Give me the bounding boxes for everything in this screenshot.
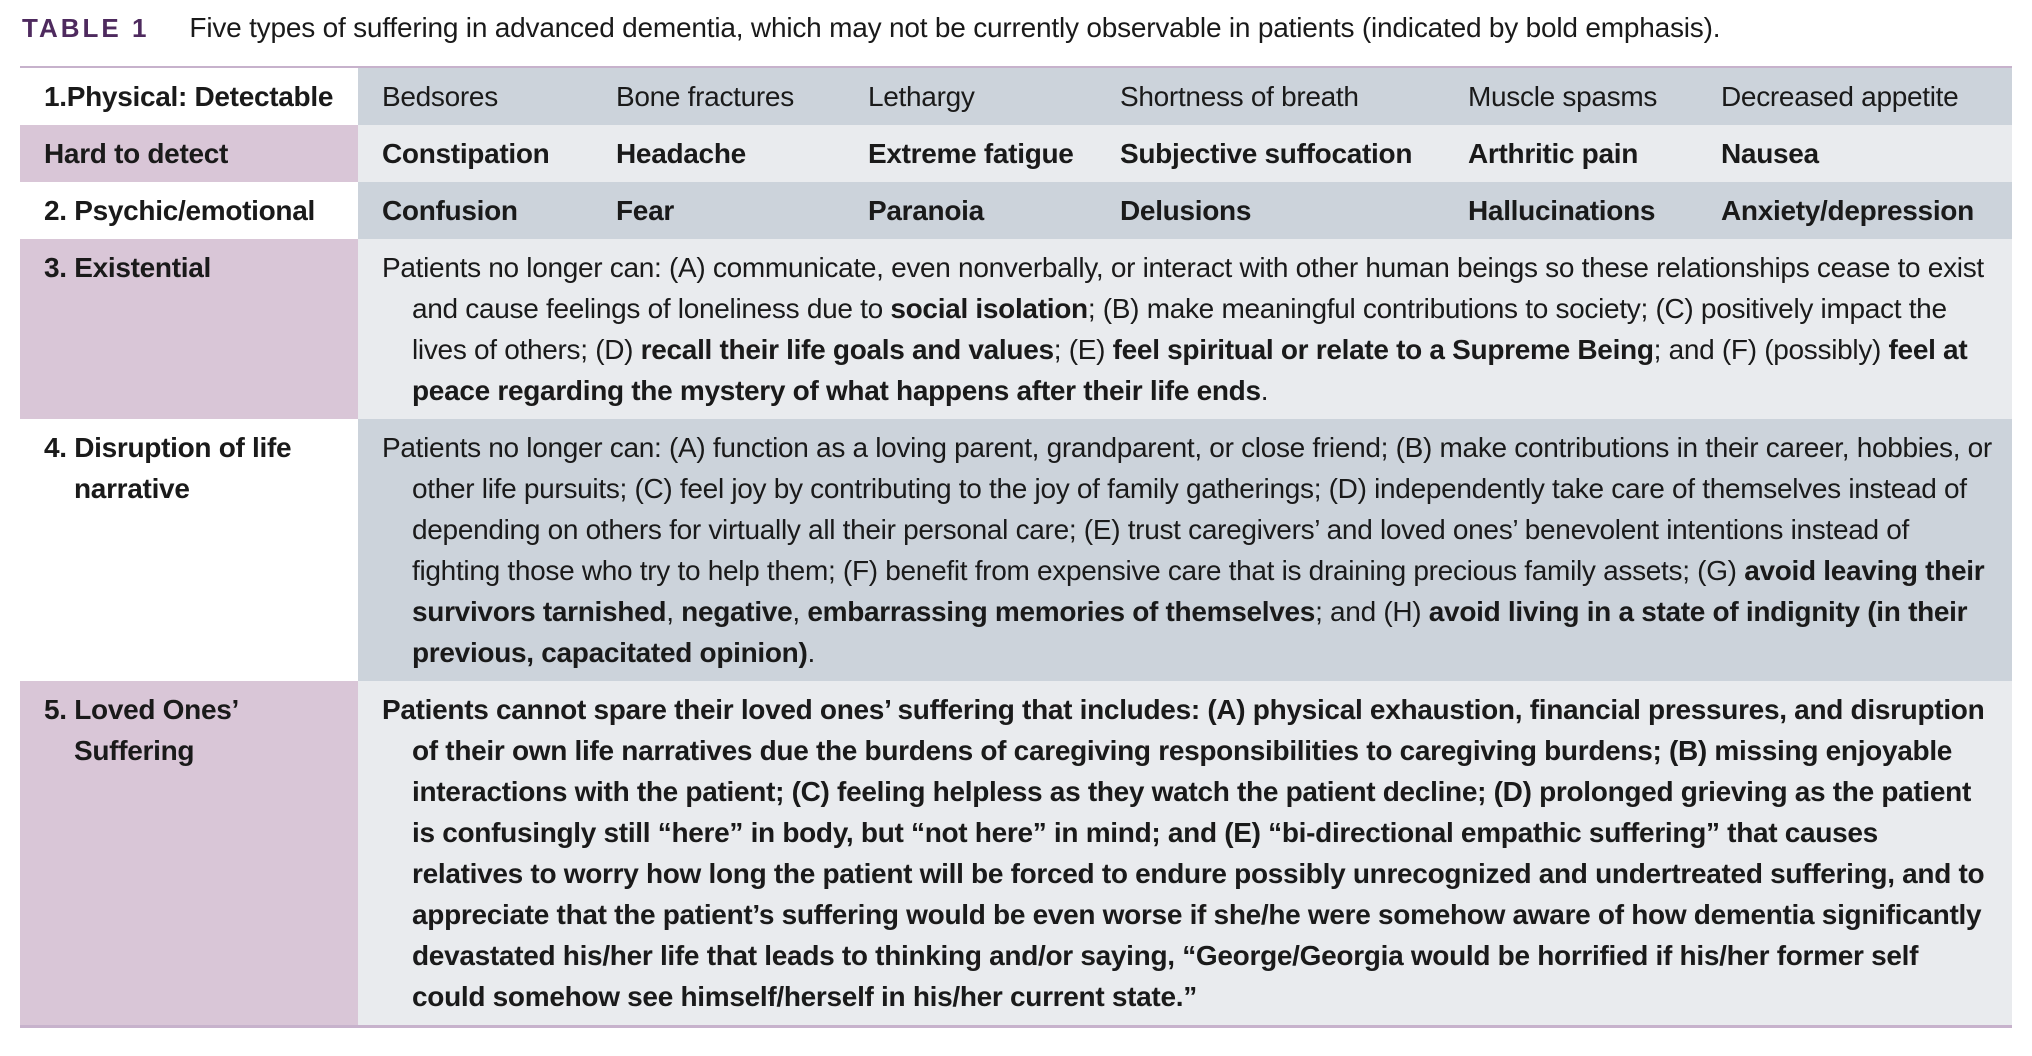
table-caption <box>22 8 2012 48</box>
table-cell: Arthritic pain <box>1444 125 1697 182</box>
text-run: Patients no longer can: (A) function as a loving parent, grandparent, or close friend; (B) make contributions in their career, hobbies, or other life pursuits; (C) feel joy by contributing to the joy of family gatherings; (D) independently take care of themselves instead of depending on others for virtually all their personal care; (E) trust caregivers’ and loved ones’ benevolent intentions instead of fighting those who try to help them; (F) benefit from expensive care that is draining precious family assets; (G) <box>382 432 1992 586</box>
label-part: 5. Loved Ones’ <box>44 694 239 725</box>
table-cell: Hallucinations <box>1444 182 1697 239</box>
table-cell: Bedsores <box>358 67 592 125</box>
emphasis: negative <box>681 596 793 627</box>
narrative-paragraph <box>382 427 1994 673</box>
row-label: 2. Psychic/emotional <box>20 182 358 239</box>
table-row-life-narrative <box>20 419 2012 681</box>
table-cell: Paranoia <box>844 182 1096 239</box>
text-run: . <box>807 637 815 668</box>
table-cell: Constipation <box>358 125 592 182</box>
table-cell: Shortness of breath <box>1096 67 1444 125</box>
table-cell: Nausea <box>1697 125 2012 182</box>
row-label: Hard to detect <box>20 125 358 182</box>
table-row-loved-ones <box>20 681 2012 1027</box>
text-run: ; (E) <box>1053 334 1113 365</box>
table-cell: Fear <box>592 182 844 239</box>
table-cell: Decreased appetite <box>1697 67 2012 125</box>
existential-description <box>358 239 2012 419</box>
emphasis: feel at peace regarding the mystery of what happens after their life ends <box>412 334 1968 406</box>
text-run: ; and (H) <box>1315 596 1429 627</box>
narrative-description <box>358 419 2012 681</box>
emphasis: feel spiritual or relate to a Supreme Being <box>1112 334 1654 365</box>
row-label: 1.Physical: Detectable <box>20 67 358 125</box>
table-cell: Bone fractures <box>592 67 844 125</box>
row-label <box>20 681 358 1027</box>
table-cell: Delusions <box>1096 182 1444 239</box>
table-cell: Lethargy <box>844 67 1096 125</box>
suffering-table <box>20 66 2012 1028</box>
table-cell: Anxiety/depression <box>1697 182 2012 239</box>
text-run: . <box>1260 375 1269 406</box>
row-label-line <box>44 689 348 771</box>
emphasis: recall their life goals and values <box>640 334 1054 365</box>
emphasis: embarrassing memories of themselves <box>807 596 1316 627</box>
table-cell: Headache <box>592 125 844 182</box>
existential-paragraph <box>382 247 1994 411</box>
table-title: Five types of suffering in advanced dementia, which may not be currently observable in patients (indicated by bold emphasis). <box>189 12 1721 43</box>
table-cell: Subjective suffocation <box>1096 125 1444 182</box>
table-row-existential <box>20 239 2012 419</box>
emphasis: social isolation <box>890 293 1088 324</box>
text-run: ; (B) make meaningful contributions to society; (C) positively impact the lives of others; (D) <box>412 293 1947 365</box>
table-cell: Extreme fatigue <box>844 125 1096 182</box>
row-label: 3. Existential <box>20 239 358 419</box>
loved-ones-description <box>358 681 2012 1027</box>
text-run: , <box>666 596 682 627</box>
table-label: TABLE 1 <box>22 12 150 43</box>
table-row-psychic-emotional <box>20 182 2012 239</box>
row-label-line <box>44 427 348 509</box>
row-label <box>20 419 358 681</box>
label-part: Suffering <box>74 735 195 766</box>
table-cell: Confusion <box>358 182 592 239</box>
table-row-physical-detectable <box>20 67 2012 125</box>
text-run: Patients no longer can: (A) communicate, even nonverbally, or interact with other human beings so these relationships cease to exist and cause feelings of loneliness due to <box>382 252 1984 324</box>
emphasis: avoid leaving their survivors tarnished <box>412 555 1985 627</box>
loved-ones-paragraph: Patients cannot spare their loved ones’ suffering that includes: (A) physical exhaustion, financial pressures, and disruption of their own life narratives due the burdens of caregiving responsibilities to caregiving burdens; (B) missing enjoyable interactions with the patient; (C) feeling helpless as they watch the patient decline; (D) prolonged grieving as the patient is confusingly still “here” in body, but “not here” in mind; and (E) “bi-directional empathic suffering” that causes relatives to worry how long the patient will be forced to endure possibly unrecognized and undertreated suffering, and to appreciate that the patient’s suffering would be even worse if she/he were somehow aware of how dementia significantly devastated his/her life that leads to thinking and/or saying, “George/Georgia would be horrified if his/her former self could somehow see himself/herself in his/her current state.” <box>382 694 1985 1012</box>
emphasis: avoid living in a state of indignity (in their previous, capacitated opinion) <box>412 596 1968 668</box>
table-row-hard-to-detect <box>20 125 2012 182</box>
text-run: ; and (F) (possibly) <box>1653 334 1889 365</box>
label-part: 4. Disruption of life <box>44 432 292 463</box>
label-part: narrative <box>74 473 190 504</box>
table-cell: Muscle spasms <box>1444 67 1697 125</box>
text-run: , <box>792 596 808 627</box>
